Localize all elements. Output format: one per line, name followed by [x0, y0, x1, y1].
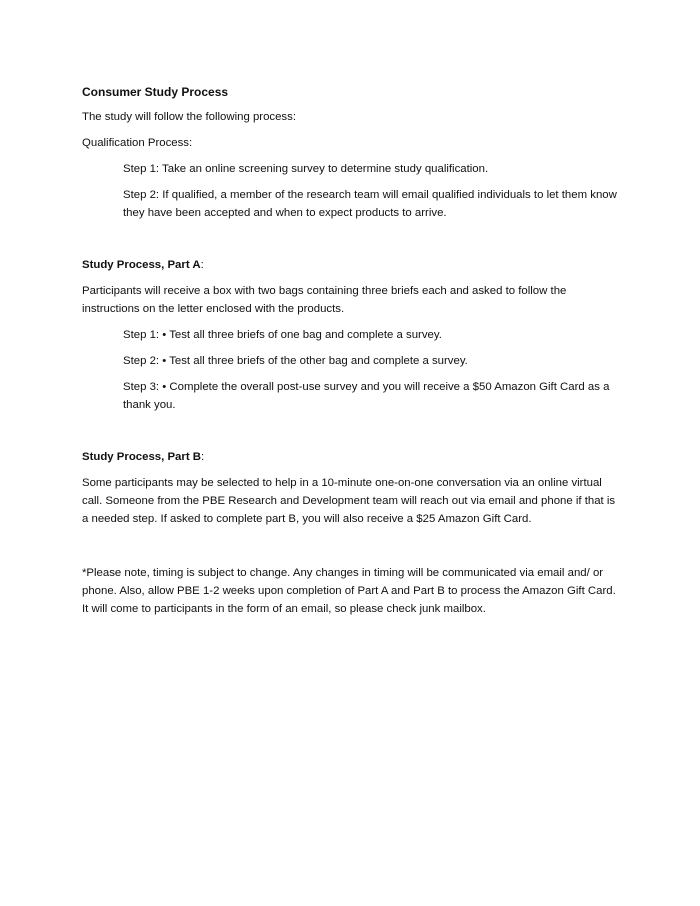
- document-body: [82, 83, 622, 626]
- intro-text: The study will follow the following process:: [82, 111, 296, 123]
- section-spacer: [82, 536, 622, 564]
- part-b-description: Some participants may be selected to help in a 10-minute one-on-one conversation via an online virtual call. Someone from the PBE Research and Development team will reach out via email and phone if that is a needed step. If asked to complete part B, you will also receive a $25 Amazon Gift Card.: [82, 477, 616, 525]
- part-a-heading-label: Study Process, Part A: [82, 259, 201, 271]
- qualification-heading: Qualification Process:: [82, 137, 193, 149]
- part-b-heading-colon: :: [201, 451, 205, 463]
- qualification-step-2: Step 2: If qualified, a member of the research team will email qualified individuals to let them know they have been accepted and when to expect products to arrive.: [123, 189, 617, 219]
- document-title: Consumer Study Process: [82, 85, 229, 99]
- part-a-heading-colon: :: [200, 259, 204, 271]
- part-a-heading: [82, 256, 622, 274]
- qualification-step-1: Step 1: Take an online screening survey to determine study qualification.: [123, 163, 489, 175]
- timing-note: *Please note, timing is subject to change. Any changes in timing will be communicated via email and/ or phone. Also, allow PBE 1-2 weeks upon completion of Part A and Part B to process the Amazon Gift Card. It will come to participants in the form of an email, so please check junk mailbox.: [82, 567, 616, 615]
- section-spacer: [82, 230, 622, 256]
- section-spacer: [82, 422, 622, 448]
- part-a-step-3: Step 3: • Complete the overall post-use survey and you will receive a $50 Amazon Gift Card as a thank you.: [123, 381, 610, 411]
- part-a-step-1: Step 1: • Test all three briefs of one bag and complete a survey.: [123, 329, 442, 341]
- part-b-heading-label: Study Process, Part B: [82, 451, 202, 463]
- part-a-step-2: Step 2: • Test all three briefs of the other bag and complete a survey.: [123, 355, 468, 367]
- part-a-description: Participants will receive a box with two bags containing three briefs each and asked to follow the instructions on the letter enclosed with the products.: [82, 285, 567, 315]
- part-b-heading: [82, 448, 622, 466]
